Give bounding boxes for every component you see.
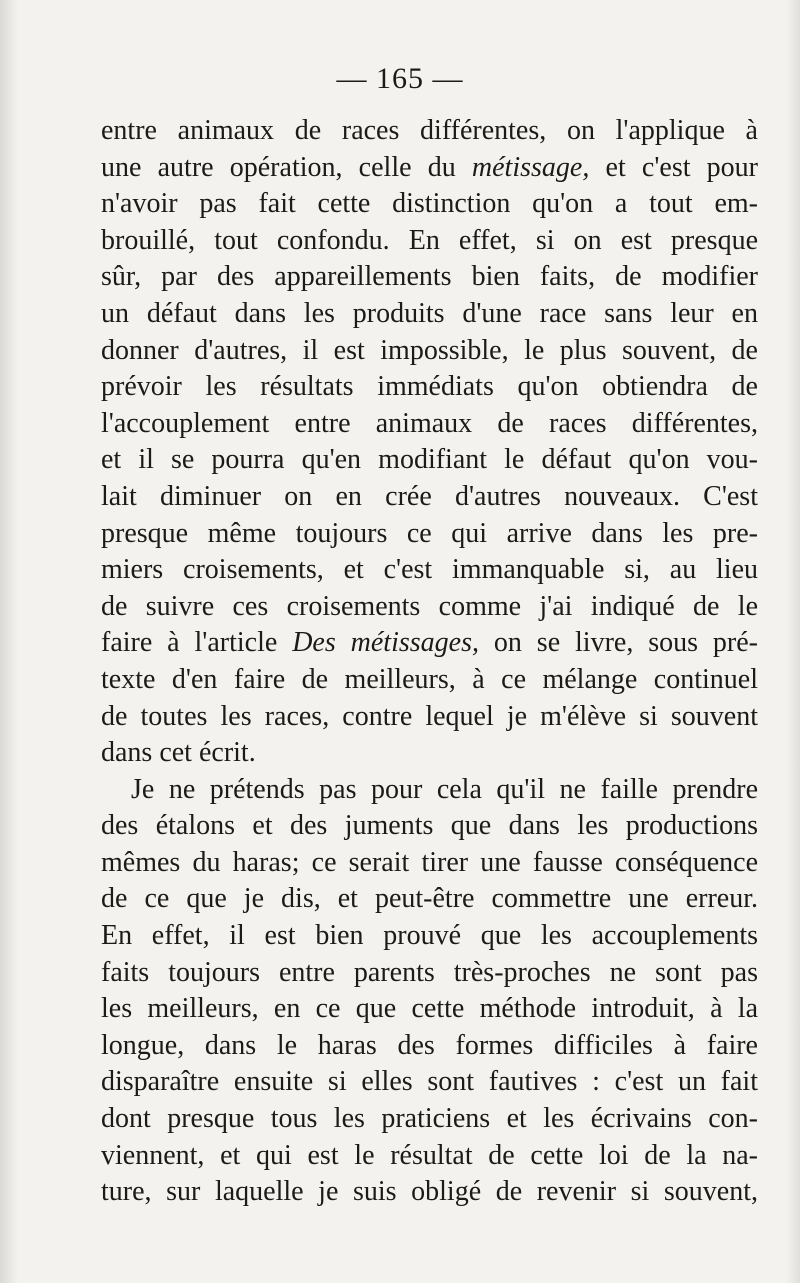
page-body (101, 113, 758, 1211)
text-line: de toutes les races, contre lequel je m'élève si souvent (101, 700, 758, 732)
text-line: mêmes du haras; ce serait tirer une fausse conséquence (101, 846, 758, 878)
text-line: Je ne prétends pas pour cela qu'il ne faille prendre (131, 773, 758, 805)
text-line: presque même toujours ce qui arrive dans les pre- (101, 517, 758, 549)
text-line (101, 625, 758, 662)
text-line: ture, sur laquelle je suis obligé de revenir si souvent, (101, 1176, 758, 1208)
text-segment: faire à l'article (101, 627, 278, 659)
text-line: En effet, il est bien prouvé que les accouplements (101, 920, 758, 952)
text-line: prévoir les résultats immédiats qu'on obtiendra de (101, 371, 758, 403)
text-line: miers croisements, et c'est immanquable si, au lieu (101, 554, 758, 586)
text-line: de ce que je dis, et peut-être commettre une erreur. (101, 883, 758, 915)
text-line: donner d'autres, il est impossible, le plus souvent, de (101, 334, 758, 366)
page-number: — 165 — (336, 62, 464, 95)
text-line: texte d'en faire de meilleurs, à ce mélange continuel (101, 663, 758, 695)
italic-term: Des métissages, (292, 627, 479, 659)
text-line: de suivre ces croisements comme j'ai indiqué de le (101, 590, 758, 622)
text-line: et il se pourra qu'en modifiant le défaut qu'on vou- (101, 444, 758, 476)
italic-term: métissage, (471, 151, 590, 183)
text-line: un défaut dans les produits d'une race sans leur en (101, 297, 758, 329)
text-line: n'avoir pas fait cette distinction qu'on a tout em- (101, 188, 758, 220)
text-line: faits toujours entre parents très-proches ne sont pas (101, 956, 758, 988)
text-segment: et c'est pour (605, 151, 759, 183)
text-line: dont presque tous les praticiens et les écrivains con- (101, 1103, 758, 1135)
text-line: des étalons et des juments que dans les productions (101, 810, 758, 842)
text-line: viennent, et qui est le résultat de cette loi de la na- (101, 1139, 758, 1171)
text-line: entre animaux de races différentes, on l'applique à (101, 115, 758, 146)
text-line: disparaître ensuite si elles sont fautives : c'est un fait (101, 1066, 758, 1098)
text-line: longue, dans le haras des formes difficiles à faire (101, 1029, 758, 1061)
text-line: l'accouplement entre animaux de races différentes, (101, 407, 758, 439)
text-segment: une autre opération, celle du (101, 151, 456, 183)
text-line (101, 150, 758, 187)
text-line: brouillé, tout confondu. En effet, si on est presque (101, 224, 758, 256)
text-line: dans cet écrit. (101, 737, 256, 769)
text-segment: on se livre, sous pré- (493, 627, 759, 659)
text-line: les meilleurs, en ce que cette méthode introduit, à la (101, 993, 758, 1025)
text-line: sûr, par des appareillements bien faits, de modifier (101, 261, 758, 293)
text-line: lait diminuer on en crée d'autres nouveaux. C'est (101, 480, 758, 512)
